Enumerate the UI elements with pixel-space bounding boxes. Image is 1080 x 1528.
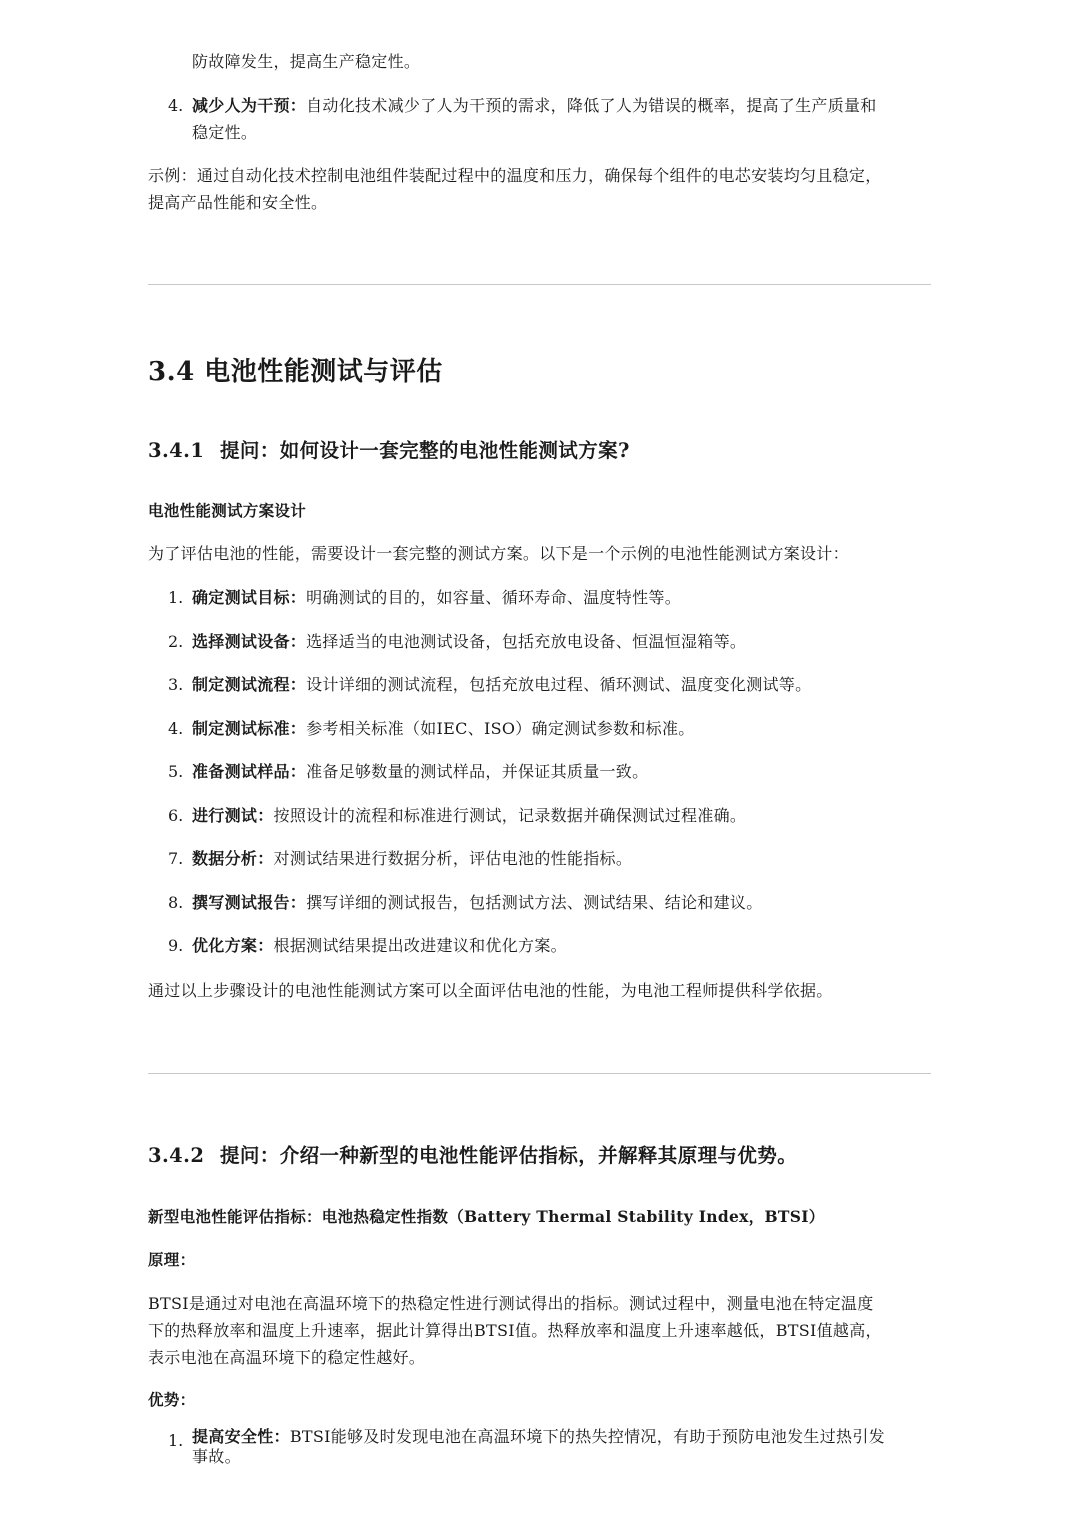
list-item (192, 845, 932, 872)
list-number: 9. (168, 936, 184, 955)
example-paragraph (148, 162, 882, 216)
list-item-text: 参考相关标准（如IEC、ISO）确定测试参数和标准。 (306, 719, 695, 738)
list-item-text: 对测试结果进行数据分析，评估电池的性能指标。 (273, 849, 633, 868)
list-item (192, 932, 932, 959)
list-number: 4. (168, 96, 184, 115)
list-item-label: 制定测试标准： (192, 719, 307, 738)
list-number: 1. (168, 1431, 184, 1450)
list-item-text: 准备足够数量的测试样品，并保证其质量一致。 (306, 762, 649, 781)
principle-paragraph (148, 1290, 882, 1371)
question-title: 提问：如何设计一套完整的电池性能测试方案? (220, 439, 630, 462)
list-number: 7. (168, 849, 184, 868)
subheading: 新型电池性能评估指标：电池热稳定性指数（Battery Thermal Stability Index，BTSI） (148, 1207, 825, 1226)
list-item-text: 自动化技术减少了人为干预的需求，降低了人为错误的概率，提高了生产质量和 (306, 96, 877, 115)
paragraph-line: 表示电池在高温环境下的稳定性越好。 (148, 1348, 426, 1367)
list-item-label: 优化方案： (192, 936, 274, 955)
list-item-text: 设计详细的测试流程，包括充放电过程、循环测试、温度变化测试等。 (306, 675, 812, 694)
list-number: 2. (168, 632, 184, 651)
list-item (192, 715, 932, 742)
list-item (192, 889, 932, 916)
list-item-text: 选择适当的电池测试设备，包括充放电设备、恒温恒湿箱等。 (306, 632, 747, 651)
list-item-label: 提高安全性： (192, 1427, 290, 1446)
paragraph-line: 下的热释放率和温度上升速率，据此计算得出BTSI值。热释放率和温度上升速率越低，BTSI值越高， (148, 1321, 882, 1340)
list-item-text: 明确测试的目的，如容量、循环寿命、温度特性等。 (306, 588, 682, 607)
list-item-text: 事故。 (192, 1447, 241, 1466)
list-item (192, 628, 932, 655)
horizontal-rule (148, 284, 931, 285)
list-item-label: 减少人为干预： (192, 96, 307, 115)
list-item-label: 确定测试目标： (192, 588, 307, 607)
question-heading (148, 1141, 797, 1171)
section-heading: 3.4 电池性能测试与评估 (148, 357, 443, 387)
paragraph-line: 示例：通过自动化技术控制电池组件装配过程中的温度和压力，确保每个组件的电芯安装均匀且稳定， (148, 166, 882, 185)
list-item-continuation: 防故障发生，提高生产稳定性。 (192, 52, 421, 71)
list-item-text: 稳定性。 (192, 123, 258, 142)
principle-label: 原理： (148, 1250, 196, 1269)
advantage-label: 优势： (148, 1390, 196, 1409)
list-item-label: 数据分析： (192, 849, 274, 868)
list-item-label: 撰写测试报告： (192, 893, 307, 912)
list-number: 6. (168, 806, 184, 825)
list-item-text: 根据测试结果提出改进建议和优化方案。 (273, 936, 567, 955)
list-item (192, 758, 932, 785)
list-number: 4. (168, 719, 184, 738)
list-item (192, 802, 932, 829)
list-item (192, 584, 932, 611)
list-number: 3. (168, 675, 184, 694)
paragraph-line: BTSI是通过对电池在高温环境下的热稳定性进行测试得出的指标。测试过程中，测量电池在特定温度 (148, 1294, 874, 1313)
conclusion-paragraph: 通过以上步骤设计的电池性能测试方案可以全面评估电池的性能，为电池工程师提供科学依据。 (148, 981, 833, 1000)
horizontal-rule (148, 1073, 931, 1074)
question-number: 3.4.2 (148, 1144, 205, 1167)
list-item-label: 选择测试设备： (192, 632, 307, 651)
subheading: 电池性能测试方案设计 (148, 501, 307, 520)
list-number: 5. (168, 762, 184, 781)
list-item-text: 撰写详细的测试报告，包括测试方法、测试结果、结论和建议。 (306, 893, 763, 912)
question-number: 3.4.1 (148, 439, 205, 462)
list-number: 1. (168, 588, 184, 607)
list-item (192, 1427, 932, 1467)
list-number: 8. (168, 893, 184, 912)
list-item-label: 准备测试样品： (192, 762, 307, 781)
list-item-text: 按照设计的流程和标准进行测试，记录数据并确保测试过程准确。 (273, 806, 747, 825)
question-title: 提问：介绍一种新型的电池性能评估指标，并解释其原理与优势。 (220, 1144, 798, 1167)
paragraph-line: 提高产品性能和安全性。 (148, 193, 328, 212)
list-item (192, 671, 932, 698)
list-item-label: 进行测试： (192, 806, 274, 825)
intro-paragraph: 为了评估电池的性能，需要设计一套完整的测试方案。以下是一个示例的电池性能测试方案设计： (148, 544, 849, 563)
list-item-label: 制定测试流程： (192, 675, 307, 694)
list-item-text: BTSI能够及时发现电池在高温环境下的热失控情况，有助于预防电池发生过热引发 (289, 1427, 885, 1446)
question-heading (148, 436, 630, 466)
list-item (192, 92, 932, 146)
